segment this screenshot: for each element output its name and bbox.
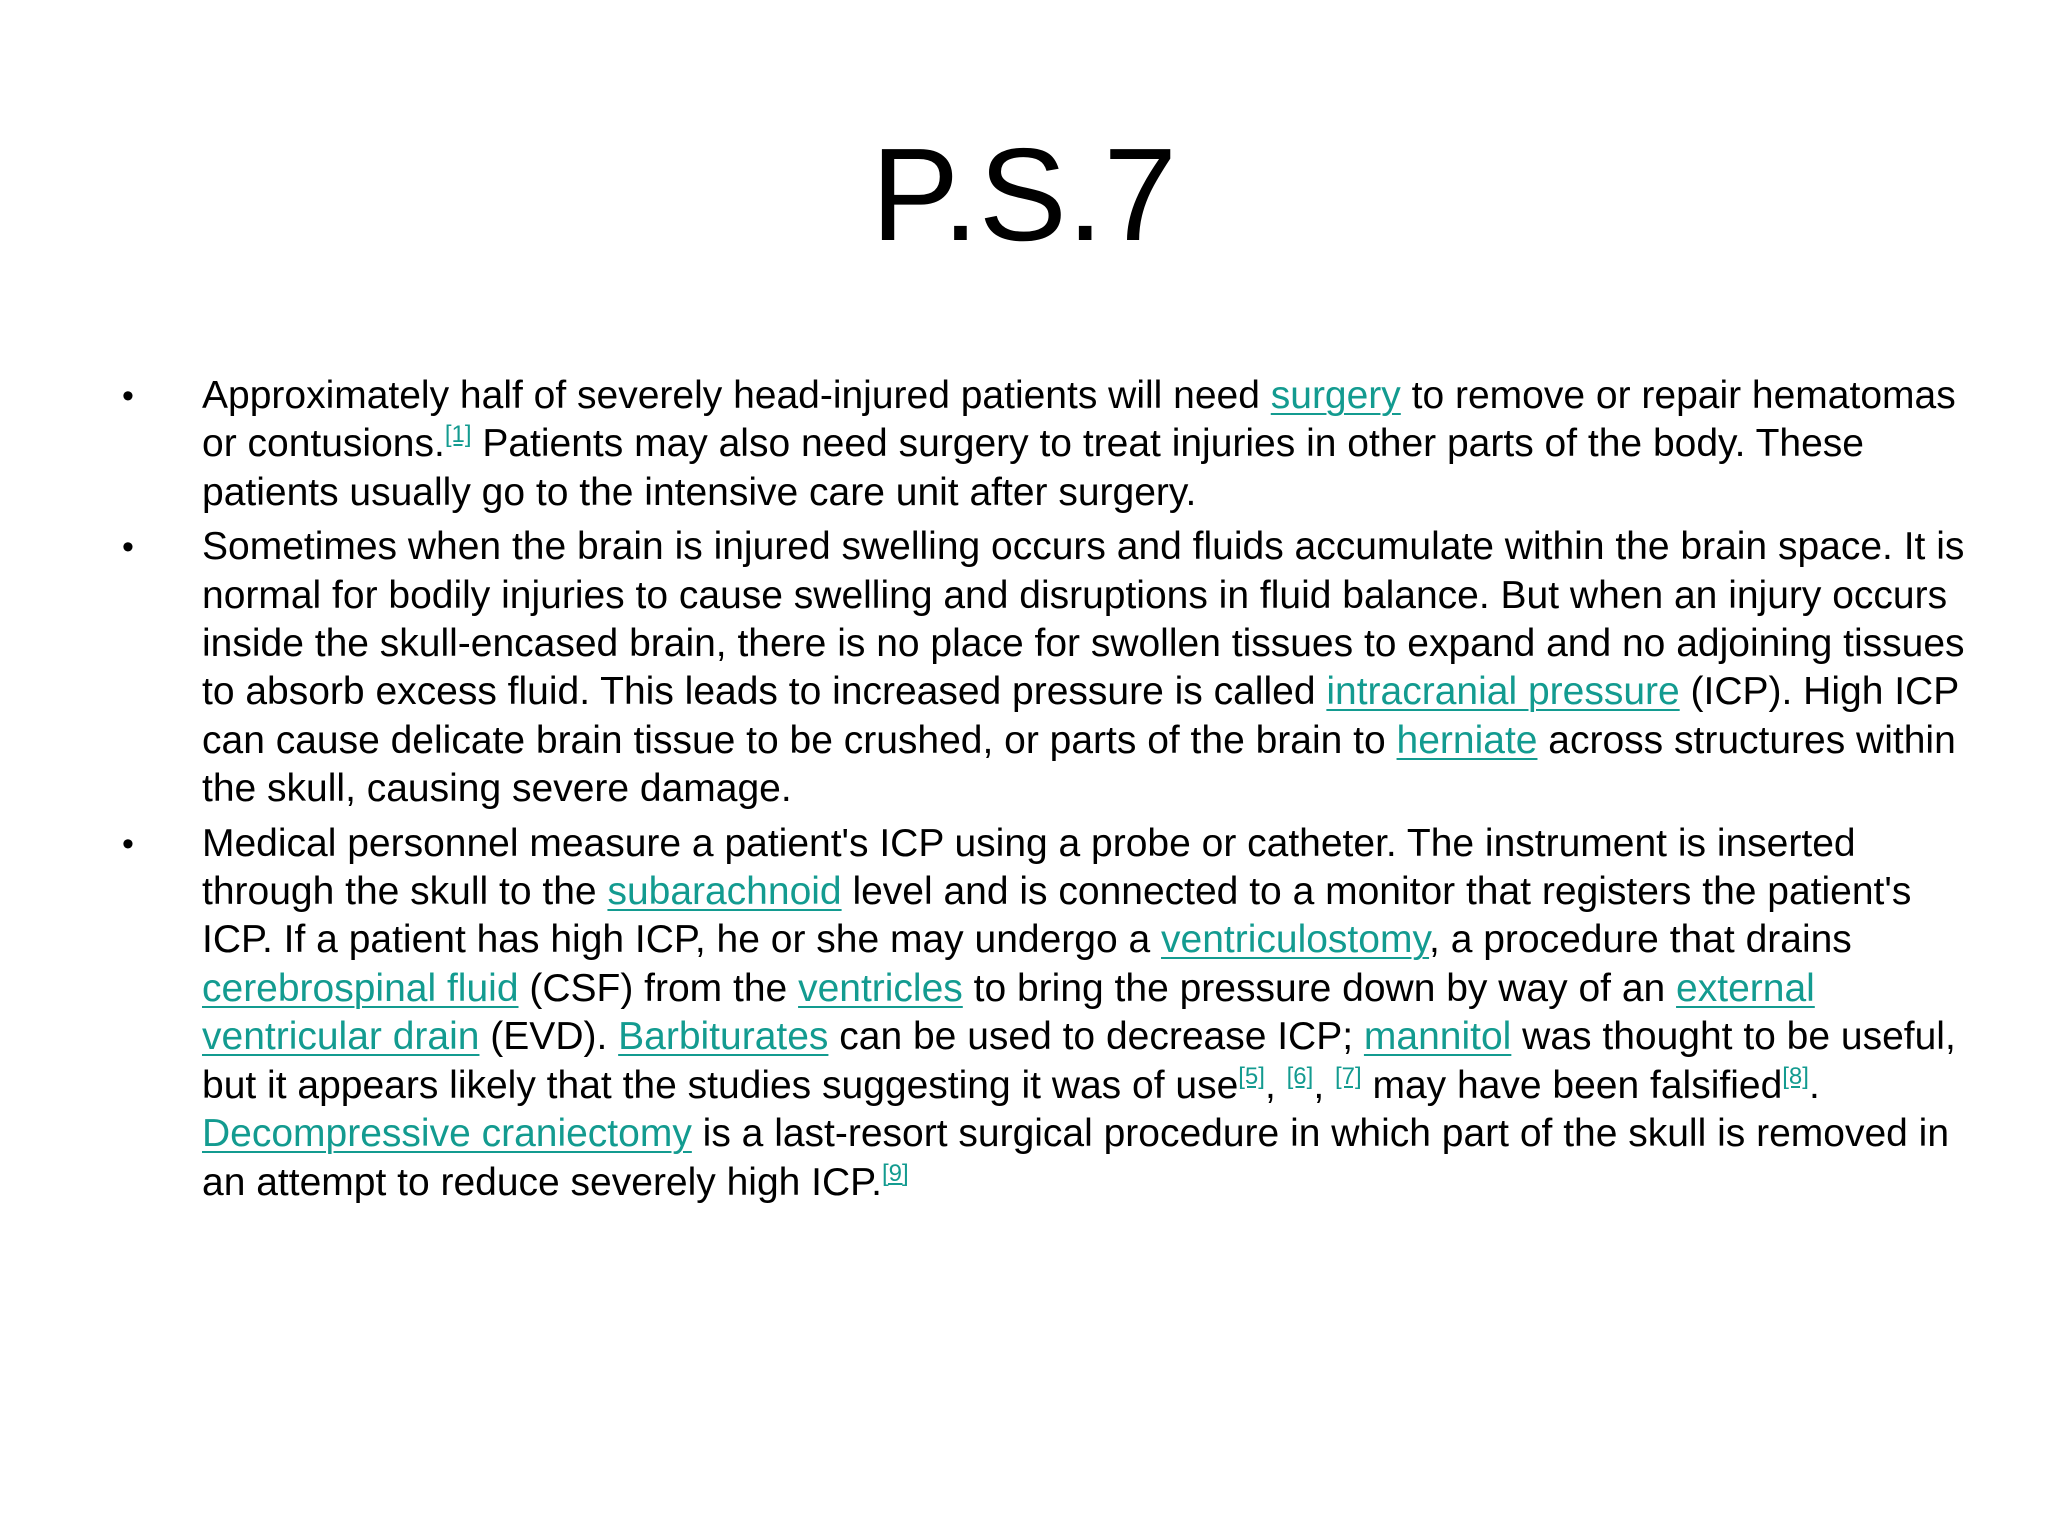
body-text: across structures within the skull, causing severe damage.	[202, 718, 1956, 811]
body-text: may have been falsified	[1361, 1063, 1783, 1107]
bullet-list	[120, 372, 1970, 1213]
link-mannitol[interactable]: mannitol	[1363, 1015, 1512, 1059]
body-text: can be used to decrease ICP;	[828, 1015, 1364, 1059]
body-text: .	[1808, 1063, 1820, 1107]
body-text: (CSF) from the	[518, 966, 799, 1010]
link-cerebrospinal-fluid[interactable]: cerebrospinal fluid	[202, 966, 519, 1010]
body-text: to bring the pressure down by way of an	[962, 966, 1677, 1010]
citation-link[interactable]: [6]	[1286, 1062, 1314, 1090]
body-text: ,	[1264, 1063, 1287, 1107]
bullet-item	[120, 523, 1970, 813]
link-external-ventricular-drain[interactable]: external ventricular drain	[202, 966, 1815, 1059]
body-text: (EVD).	[479, 1015, 619, 1059]
body-text: ,	[1313, 1063, 1335, 1107]
link-surgery[interactable]: surgery	[1270, 374, 1401, 417]
bullet-dot-icon: •	[122, 377, 134, 415]
bullet-item	[120, 820, 1970, 1207]
citation-link[interactable]: [5]	[1238, 1062, 1265, 1090]
link-intracranial-pressure[interactable]: intracranial pressure	[1326, 670, 1680, 714]
citation-link[interactable]: [7]	[1334, 1062, 1362, 1090]
link-ventriculostomy[interactable]: ventriculostomy	[1161, 918, 1430, 962]
link-decompressive-craniectomy[interactable]: Decompressive craniectomy	[202, 1112, 692, 1156]
body-text: , a procedure that drains	[1429, 918, 1852, 962]
link-subarachnoid[interactable]: subarachnoid	[607, 870, 842, 914]
body-text: was thought to be useful, but it appears likely that the studies suggesting it was of use	[202, 1015, 1956, 1107]
body-text: level and is connected to a monitor that registers the patient's ICP. If a patient has high ICP, he or she may undergo a	[202, 870, 1912, 962]
body-text: Approximately half of severely head-injured patients will need	[202, 374, 1271, 417]
link-ventricles[interactable]: ventricles	[798, 966, 963, 1010]
body-text: Patients may also need surgery to treat injuries in other parts of the body. These patients usually go to the intensive care unit after surgery.	[202, 422, 1864, 514]
citation-link[interactable]: [1]	[444, 421, 472, 449]
body-text: Sometimes when the brain is injured swelling occurs and fluids accumulate within the brain space. It is normal for bodily injuries to cause swelling and disruptions in fluid balance. But when an injury occurs inside the skull-encased brain, there is no place for swollen tissues to expand and no adjoining tissues to absorb excess fluid. This leads to increased pressure is called	[202, 525, 1965, 714]
body-text: (ICP). High ICP can cause delicate brain tissue to be crushed, or parts of the brain to	[202, 670, 1959, 762]
citation-link[interactable]: [8]	[1782, 1062, 1809, 1090]
bullet-dot-icon: •	[122, 824, 134, 863]
body-text: Medical personnel measure a patient's ICP using a probe or catheter. The instrument is inserted through the skull to the	[202, 821, 1856, 914]
body-text: to remove or repair hematomas or contusions.	[202, 374, 1956, 466]
body-text: is a last-resort surgical procedure in which part of the skull is removed in an attempt to reduce severely high ICP.	[202, 1112, 1950, 1204]
link-herniate[interactable]: herniate	[1396, 718, 1538, 762]
citation-link[interactable]: [9]	[882, 1159, 909, 1187]
bullet-item	[120, 372, 1970, 517]
link-barbiturates[interactable]: Barbiturates	[618, 1015, 829, 1059]
bullet-dot-icon: •	[122, 528, 134, 567]
slide-title: P.S.7	[871, 121, 1177, 268]
